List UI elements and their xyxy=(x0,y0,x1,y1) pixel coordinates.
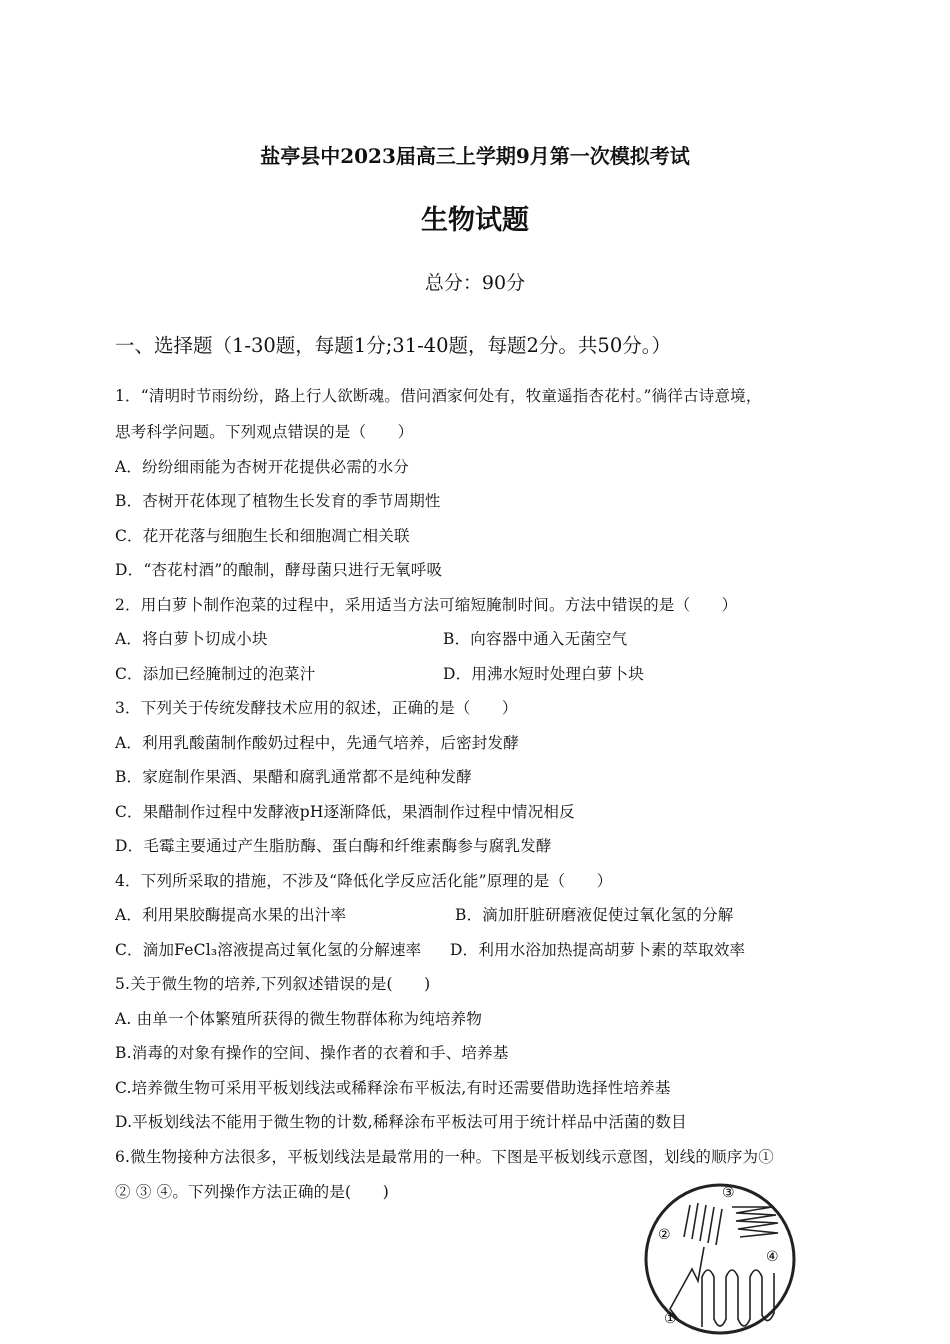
q4-stem: 4．下列所采取的措施，不涉及“降低化学反应活化能”原理的是（ ） xyxy=(115,872,613,890)
label-3: ③ xyxy=(722,1185,735,1201)
streak-region-1 xyxy=(670,1247,704,1319)
q5-option-b: B.消毒的对象有操作的空间、操作者的衣着和手、培养基 xyxy=(115,1044,509,1062)
streak-region-3 xyxy=(732,1207,778,1237)
q5-option-d: D.平板划线法不能用于微生物的计数,稀释涂布平板法可用于统计样品中活菌的数目 xyxy=(115,1113,687,1131)
q1-stem-line1: 1．“清明时节雨纷纷，路上行人欲断魂。借问酒家何处有，牧童遥指杏花村。”徜徉古诗意境， xyxy=(115,387,762,405)
streak-plate-figure xyxy=(640,1177,800,1337)
exam-title: 盐亭县中2023届高三上学期9月第一次模拟考试 xyxy=(260,144,690,168)
streak-region-4 xyxy=(702,1270,774,1327)
q6-stem-line1: 6.微生物接种方法很多，平板划线法是最常用的一种。下图是平板划线示意图，划线的顺序为① xyxy=(115,1148,774,1166)
q1-stem-line2: 思考科学问题。下列观点错误的是（ ） xyxy=(115,423,414,441)
q1-option-b: B．杏树开花体现了植物生长发育的季节周期性 xyxy=(115,492,441,510)
q2-option-c: C．添加已经腌制过的泡菜汁 xyxy=(115,665,316,683)
q1-option-a: A．纷纷细雨能为杏树开花提供必需的水分 xyxy=(115,458,409,476)
q4-option-b: B．滴加肝脏研磨液促使过氧化氢的分解 xyxy=(455,906,734,924)
q1-option-d: D．“杏花村酒”的酿制，酵母菌只进行无氧呼吸 xyxy=(115,561,443,579)
q2-option-a: A．将白萝卜切成小块 xyxy=(115,630,268,648)
q3-stem: 3．下列关于传统发酵技术应用的叙述，正确的是（ ） xyxy=(115,699,518,717)
q3-option-a: A．利用乳酸菌制作酸奶过程中，先通气培养，后密封发酵 xyxy=(115,734,519,752)
q4-option-c: C．滴加FeCl₃溶液提高过氧化氢的分解速率 xyxy=(115,941,422,959)
q5-stem: 5.关于微生物的培养,下列叙述错误的是( ) xyxy=(115,975,431,993)
q4-option-a: A．利用果胶酶提高水果的出汁率 xyxy=(115,906,347,924)
section-heading: 一、选择题（1-30题，每题1分;31-40题，每题2分。共50分。） xyxy=(115,334,671,357)
label-1: ① xyxy=(664,1311,677,1327)
q2-option-b: B．向容器中通入无菌空气 xyxy=(443,630,628,648)
streak-region-2 xyxy=(684,1203,722,1245)
q3-option-b: B．家庭制作果酒、果醋和腐乳通常都不是纯种发酵 xyxy=(115,768,472,786)
q4-option-d: D．利用水浴加热提高胡萝卜素的萃取效率 xyxy=(450,941,746,959)
q5-option-a: A. 由单一个体繁殖所获得的微生物群体称为纯培养物 xyxy=(115,1010,483,1028)
q3-option-c: C．果醋制作过程中发酵液pH逐渐降低，果酒制作过程中情况相反 xyxy=(115,803,575,821)
subject-title: 生物试题 xyxy=(421,205,529,236)
q2-option-d: D．用沸水短时处理白萝卜块 xyxy=(443,665,645,683)
label-4: ④ xyxy=(766,1249,779,1265)
q5-option-c: C.培养微生物可采用平板划线法或稀释涂布平板法,有时还需要借助选择性培养基 xyxy=(115,1079,671,1097)
q2-stem: 2．用白萝卜制作泡菜的过程中，采用适当方法可缩短腌制时间。方法中错误的是（ ） xyxy=(115,596,738,614)
label-2: ② xyxy=(658,1227,671,1243)
total-score: 总分：90分 xyxy=(424,272,526,294)
q3-option-d: D．毛霉主要通过产生脂肪酶、蛋白酶和纤维素酶参与腐乳发酵 xyxy=(115,837,552,855)
q6-stem-line2: ② ③ ④。下列操作方法正确的是( ) xyxy=(115,1183,389,1201)
q1-option-c: C．花开花落与细胞生长和细胞凋亡相关联 xyxy=(115,527,410,545)
